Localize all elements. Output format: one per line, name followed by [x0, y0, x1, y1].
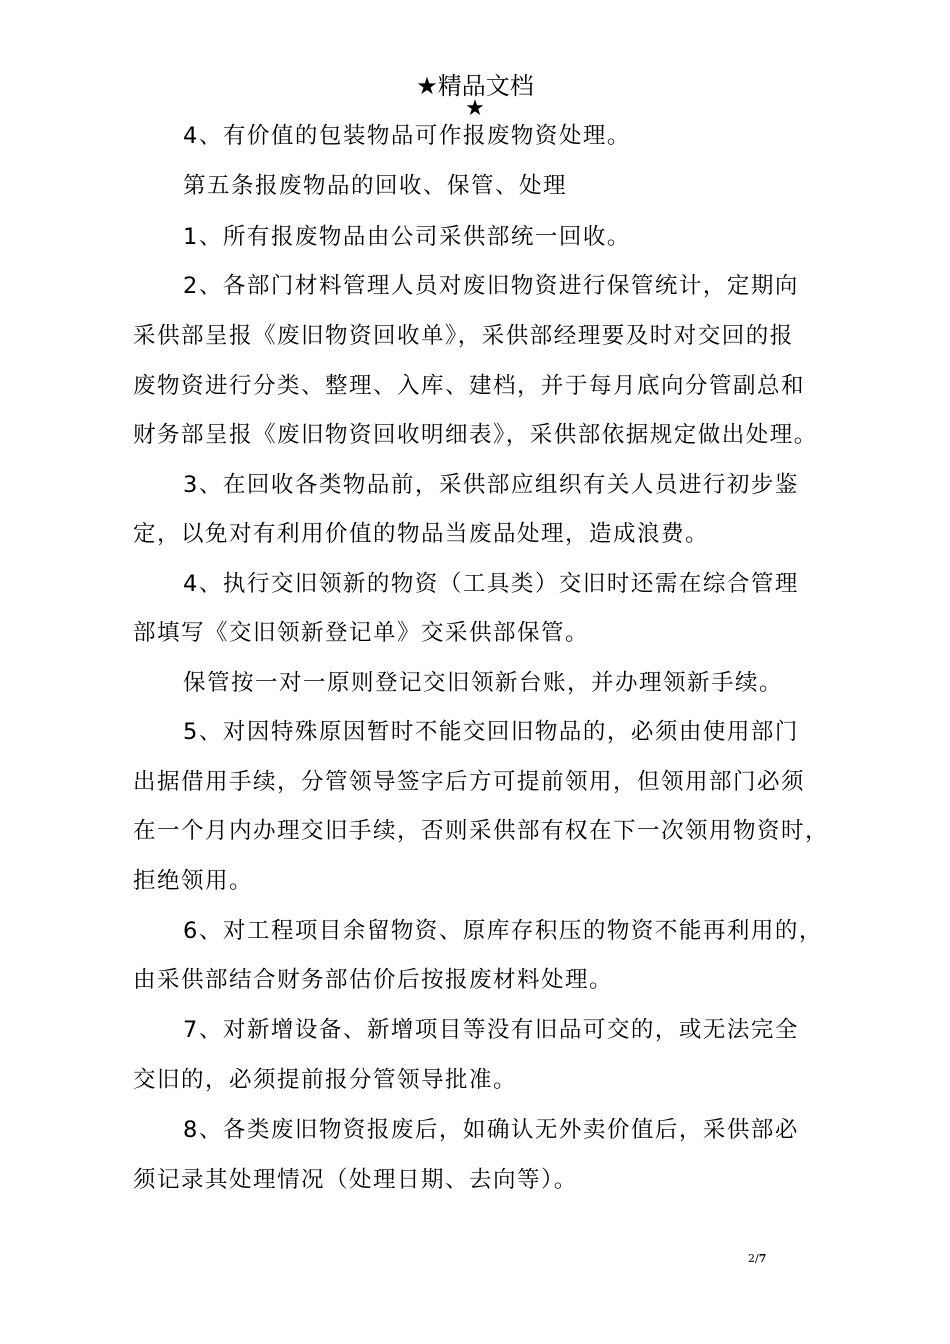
- page-current: 2/: [748, 1252, 759, 1265]
- paragraph-line: 在一个月内办理交旧手续，否则采供部有权在下一次领用物资时，: [133, 818, 830, 844]
- paragraph-line: 部填写《交旧领新登记单》交采供部保管。: [133, 620, 590, 646]
- paragraph-line: 由采供部结合财务部估价后按报废材料处理。: [133, 967, 614, 993]
- paragraph-line: 须记录其处理情况（处理日期、去向等）。: [133, 1167, 578, 1193]
- paragraph-line: 交旧的，必须提前报分管领导批准。: [133, 1067, 518, 1093]
- page-number: [748, 1252, 766, 1265]
- paragraph-line: 出据借用手续，分管领导签字后方可提前领用，但领用部门必须: [133, 769, 806, 795]
- paragraph-line: 废物资进行分类、整理、入库、建档，并于每月底向分管副总和: [133, 373, 806, 399]
- paragraph-line: 拒绝领用。: [133, 868, 254, 894]
- page-total: 7: [758, 1252, 767, 1265]
- section-heading: 第五条报废物品的回收、保管、处理: [183, 173, 568, 199]
- document-header-star: ★: [465, 96, 485, 121]
- paragraph-line: 4、执行交旧领新的物资（工具类）交旧时还需在综合管理: [183, 571, 799, 597]
- document-header-title: ★精品文档: [416, 72, 534, 100]
- paragraph-line: 5、对因特殊原因暂时不能交回旧物品的，必须由使用部门: [183, 719, 799, 745]
- paragraph-line: 保管按一对一原则登记交旧领新台账，并办理领新手续。: [183, 670, 784, 696]
- paragraph-line: 4、有价值的包装物品可作报废物资处理。: [183, 123, 631, 149]
- paragraph-line: 7、对新增设备、新增项目等没有旧品可交的，或无法完全: [183, 1017, 799, 1043]
- paragraph-line: 8、各类废旧物资报废后，如确认无外卖价值后，采供部必: [183, 1117, 799, 1143]
- paragraph-line: 6、对工程项目余留物资、原库存积压的物资不能再利用的，: [183, 918, 823, 944]
- paragraph-line: 1、所有报废物品由公司采供部统一回收。: [183, 224, 631, 250]
- paragraph-line: 采供部呈报《废旧物资回收单》，采供部经理要及时对交回的报: [133, 323, 794, 349]
- paragraph-line: 2、各部门材料管理人员对废旧物资进行保管统计，定期向: [183, 273, 799, 299]
- paragraph-line: 财务部呈报《废旧物资回收明细表》，采供部依据规定做出处理。: [133, 422, 818, 448]
- paragraph-line: 定，以免对有利用价值的物品当废品处理，造成浪费。: [133, 521, 710, 547]
- paragraph-line: 3、在回收各类物品前，采供部应组织有关人员进行初步鉴: [183, 472, 799, 498]
